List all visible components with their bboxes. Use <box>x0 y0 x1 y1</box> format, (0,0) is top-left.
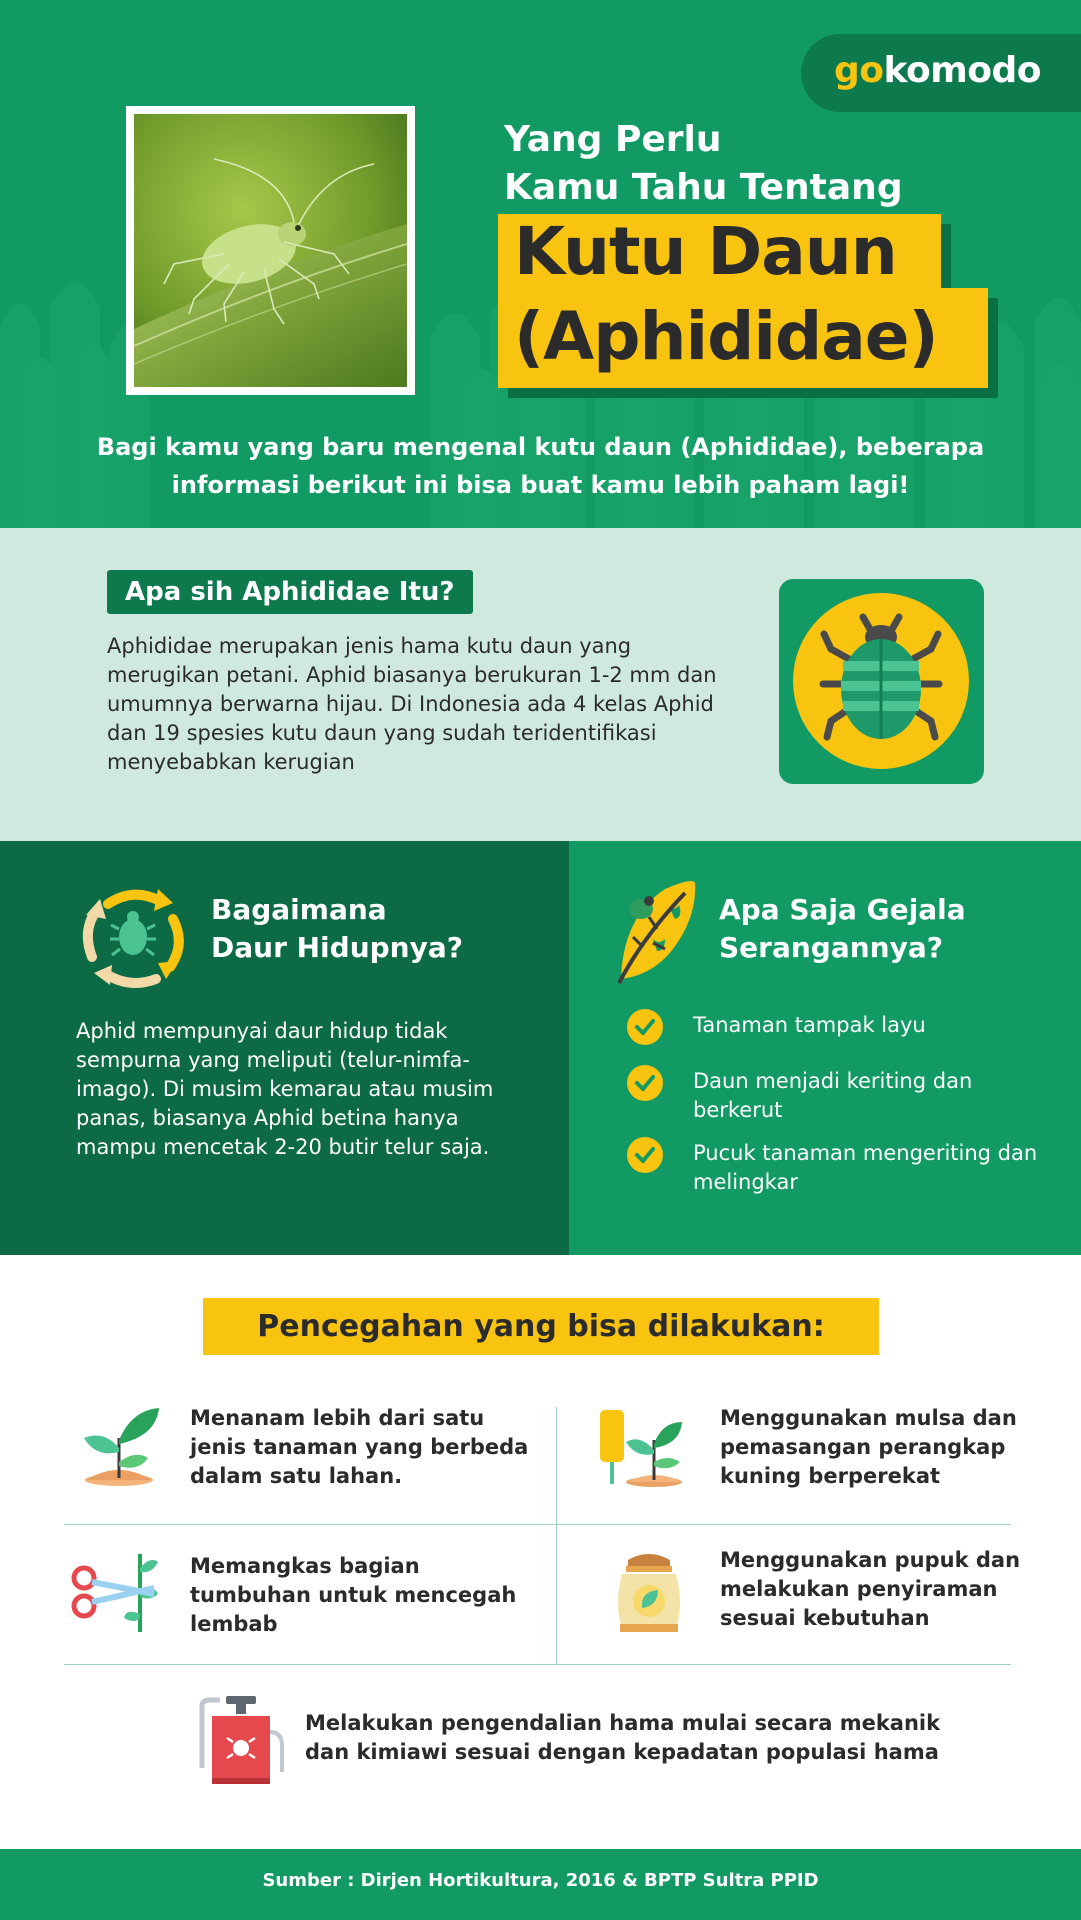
lifecycle-title-line2: Daur Hidupnya? <box>211 931 463 964</box>
lifecycle-text: Aphid mempunyai daur hidup tidak sempurna yang meliputi (telur-nimfa-imago). Di musim kemarau atau musim panas, biasanya Aphid betina hanya mampu mencetak 2-20 butir telur saja. <box>76 1019 494 1159</box>
check-icon <box>627 1009 663 1045</box>
symptoms-title-line2: Serangannya? <box>719 931 943 964</box>
symptom-text: Pucuk tanaman mengeriting dan melingkar <box>693 1141 1038 1194</box>
check-icon <box>627 1065 663 1101</box>
page-title-line1: Kutu Daun <box>514 213 897 290</box>
page-title-line2: (Aphididae) <box>514 298 938 375</box>
prevention-text: Menggunakan mulsa dan pemasangan perangkap kuning berperekat <box>720 1406 1017 1488</box>
symptom-item <box>627 1067 1047 1125</box>
grid-divider-horizontal <box>64 1524 1011 1525</box>
gokomodo-logo[interactable]: gokomodo <box>834 50 1041 91</box>
symptom-item <box>627 1011 1047 1045</box>
pesticide-sprayer-icon <box>190 1692 286 1788</box>
pre-title-line1: Yang Perlu <box>504 119 722 160</box>
symptoms-title-line1: Apa Saja Gejala <box>719 893 966 926</box>
pruning-scissors-icon <box>70 1548 160 1638</box>
symptom-item <box>627 1139 1047 1197</box>
aphid-photo-image <box>134 114 407 387</box>
yellow-trap-icon <box>596 1400 686 1490</box>
symptoms-list <box>627 1011 1047 1219</box>
damaged-leaf-icon <box>613 877 703 987</box>
prevention-text: Menanam lebih dari satu jenis tanaman yang berbeda dalam satu lahan. <box>190 1406 529 1488</box>
source-footer: Sumber : Dirjen Hortikultura, 2016 & BPTP Sultra PPID <box>0 1849 1081 1920</box>
symptoms-section <box>569 841 1081 1255</box>
pre-title <box>504 116 903 212</box>
grid-divider-horizontal <box>64 1664 1011 1665</box>
prevention-text: Menggunakan pupuk dan melakukan penyiraman sesuai kebutuhan <box>720 1548 1021 1630</box>
prevention-banner: Pencegahan yang bisa dilakukan: <box>203 1298 879 1355</box>
bug-icon <box>779 579 984 784</box>
symptom-text: Tanaman tampak layu <box>693 1013 926 1037</box>
sprout-icon <box>74 1400 164 1490</box>
what-is-heading: Apa sih Aphididae Itu? <box>107 570 473 614</box>
grid-divider-vertical <box>556 1407 557 1665</box>
prevention-text: Memangkas bagian tumbuhan untuk mencegah lembab <box>190 1554 517 1636</box>
intro-text: Bagi kamu yang baru mengenal kutu daun (Aphididae), beberapa informasi berikut ini bisa buat kamu lebih paham lagi! <box>96 433 985 499</box>
aphid-photo <box>126 106 415 395</box>
lifecycle-section <box>0 841 569 1255</box>
lifecycle-cycle-icon <box>78 879 188 989</box>
prevention-text: Melakukan pengendalian hama mulai secara mekanik dan kimiawi sesuai dengan kepadatan populasi hama <box>305 1711 941 1764</box>
fertilizer-sack-icon <box>604 1546 694 1636</box>
lifecycle-title-line1: Bagaimana <box>211 893 387 926</box>
pre-title-line2: Kamu Tahu Tentang <box>504 167 903 208</box>
symptom-text: Daun menjadi keriting dan berkerut <box>693 1069 973 1122</box>
bug-card <box>779 579 984 784</box>
symptoms-title <box>719 891 966 967</box>
check-icon <box>627 1137 663 1173</box>
lifecycle-title <box>211 891 463 967</box>
what-is-text: Aphididae merupakan jenis hama kutu daun yang merugikan petani. Aphid biasanya berukuran 1-2 mm dan umumnya berwarna hijau. Di Indonesia ada 4 kelas Aphid dan 19 spesies kutu daun yang sudah teridentifikasi menyebabkan kerugian <box>107 634 717 774</box>
what-is-section <box>0 528 1081 841</box>
header-section <box>0 0 1081 528</box>
